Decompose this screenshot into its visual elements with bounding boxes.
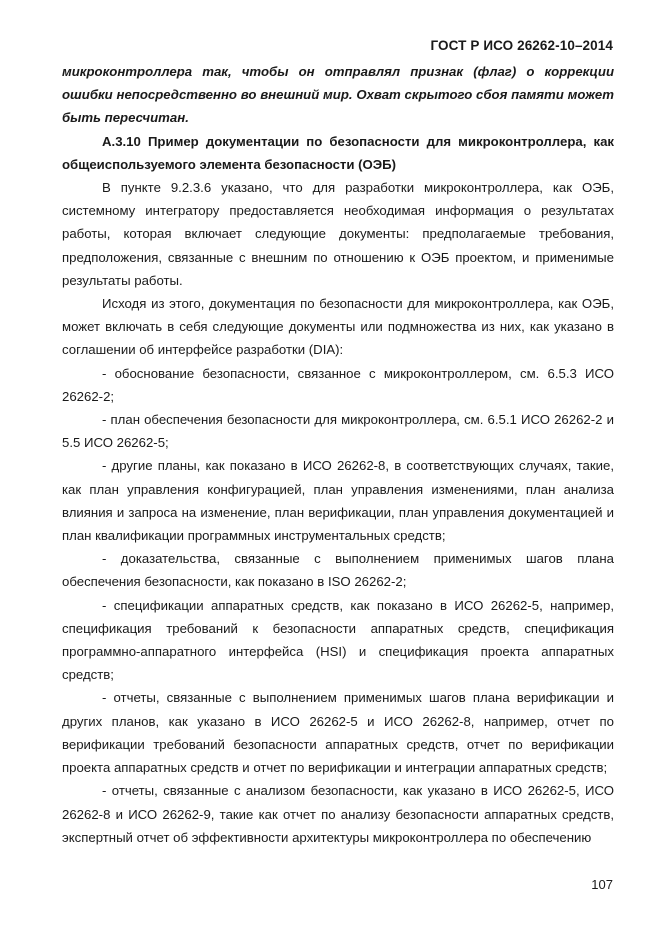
body-paragraph: Исходя из этого, документация по безопасности для микроконтроллера, как ОЭБ, может включать в себя следующие документы или подмножества из них, как указано в соглашении об интерфейсе разработки (DIA):	[62, 296, 614, 358]
list-item: - отчеты, связанные с анализом безопасности, как указано в ИСО 26262-5, ИСО 26262-8 и ИСО 26262-9, такие как отчет по анализу безопасности аппаратных средств, экспертный отчет об эффективности архитектуры микроконтроллера по обеспечению	[62, 783, 614, 845]
list-item: - другие планы, как показано в ИСО 26262-8, в соответствующих случаях, такие, как план управления конфигурацией, план управления изменениями, план анализа влияния и запроса на изменение, план верификации, план управления документацией и план квалификации программных инструментальных средств;	[62, 458, 614, 544]
section-title: А.3.10 Пример документации по безопасности для микроконтроллера, как общеиспользуемого элемента безопасности (ОЭБ)	[62, 133, 614, 172]
body-paragraph: В пункте 9.2.3.6 указано, что для разработки микроконтроллера, как ОЭБ, системному интегратору предоставляется необходимая информация о результатах работы, которая включает следующие документы: предполагаемые требования, предположения, связанные с внешним по отношению к ОЭБ проектом, и применимые результаты работы.	[62, 180, 614, 288]
list-item: - план обеспечения безопасности для микроконтроллера, см. 6.5.1 ИСО 26262-2 и 5.5 ИСО 26262-5;	[62, 412, 614, 451]
list-item: - отчеты, связанные с выполнением применимых шагов плана верификации и других планов, как указано в ИСО 26262-5 и ИСО 26262-8, например, отчет по верификации требований безопасности аппаратных средств, отчет по верификации проекта аппаратных средств и отчет по верификации и интеграции аппаратных средств;	[62, 690, 614, 776]
list-item: - спецификации аппаратных средств, как показано в ИСО 26262-5, например, спецификация требований к безопасности аппаратных средств, спецификация программно-аппаратного интерфейса (HSI) и спецификация проекта аппаратных средств;	[62, 597, 614, 683]
list-item: - доказательства, связанные с выполнением применимых шагов плана обеспечения безопасности, как показано в ISO 26262-2;	[62, 551, 614, 590]
page-number: 107	[591, 877, 613, 892]
list-item: - обоснование безопасности, связанное с микроконтроллером, см. 6.5.3 ИСО 26262-2;	[62, 365, 614, 404]
intro-paragraph: микроконтроллера так, чтобы он отправлял признак (флаг) о коррекции ошибки непосредственно во внешний мир. Охват скрытого сбоя памяти может быть пересчитан.	[62, 64, 614, 126]
document-header: ГОСТ Р ИСО 26262-10–2014	[430, 38, 613, 53]
page-body	[62, 60, 614, 849]
